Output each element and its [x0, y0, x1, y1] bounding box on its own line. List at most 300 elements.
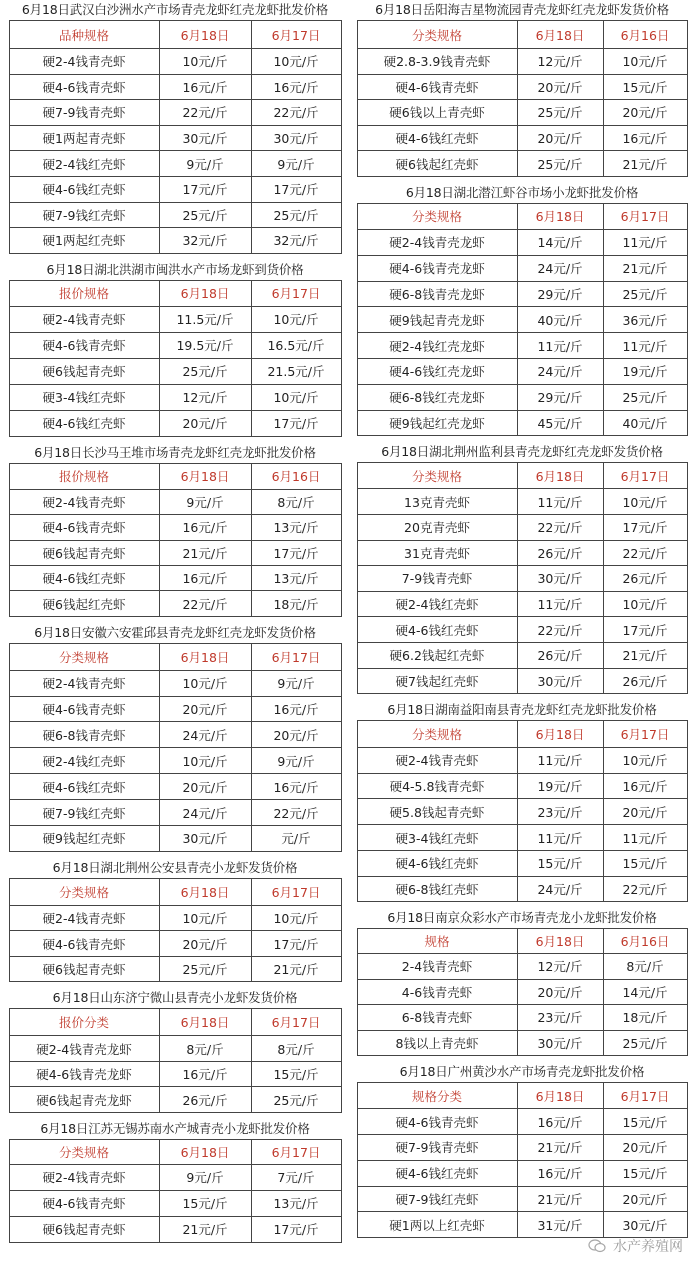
column-header: 6月17日	[603, 1083, 687, 1109]
column-header: 品种规格	[9, 21, 159, 49]
price-cell: 22元/斤	[517, 514, 603, 540]
column-header: 6月17日	[251, 643, 341, 670]
watermark	[588, 1236, 683, 1256]
column-header: 6月18日	[517, 203, 603, 229]
spec-cell: 硬2-4钱青壳虾	[9, 306, 159, 332]
table-row	[357, 307, 687, 333]
price-cell: 25元/斤	[159, 956, 251, 982]
spec-cell: 硬2-4钱青壳虾	[9, 670, 159, 696]
price-cell: 11元/斤	[517, 591, 603, 617]
section-title: 6月18日山东济宁微山县青壳小龙虾发货价格	[52, 990, 298, 1006]
table-row	[357, 1109, 687, 1135]
spec-cell: 硬4-6钱青壳虾	[357, 1109, 517, 1135]
price-cell: 22元/斤	[251, 800, 341, 826]
spec-cell: 硬2-4钱红壳虾	[9, 748, 159, 774]
table-row	[9, 722, 341, 748]
section-title: 6月18日江苏无锡苏南水产城青壳小龙虾批发价格	[40, 1120, 310, 1136]
spec-cell: 硬2-4钱青壳虾	[9, 49, 159, 75]
price-cell: 17元/斤	[251, 176, 341, 202]
table-row	[357, 540, 687, 566]
price-cell: 19元/斤	[517, 773, 603, 799]
table-row	[357, 773, 687, 799]
price-cell: 25元/斤	[159, 358, 251, 384]
price-cell: 25元/斤	[251, 202, 341, 228]
column-header: 6月18日	[517, 929, 603, 954]
spec-cell: 硬4-6钱青壳虾	[9, 1190, 159, 1216]
column-header: 6月16日	[251, 463, 341, 489]
price-cell: 16元/斤	[159, 565, 251, 590]
spec-cell: 硬4-6钱青壳虾	[357, 74, 517, 100]
spec-cell: 硬9钱起青壳龙虾	[357, 307, 517, 333]
table-row	[9, 1061, 341, 1087]
price-cell: 8元/斤	[603, 954, 687, 980]
price-cell: 8元/斤	[251, 489, 341, 514]
column-header: 分类规格	[357, 21, 517, 49]
spec-cell: 硬4-6钱青壳龙虾	[357, 255, 517, 281]
price-cell: 20元/斤	[251, 722, 341, 748]
spec-cell: 硬4-6钱红壳虾	[357, 125, 517, 151]
table-row	[357, 642, 687, 668]
column-header: 6月18日	[159, 21, 251, 49]
spec-cell: 硬7-9钱青壳虾	[9, 100, 159, 126]
price-cell: 11元/斤	[517, 333, 603, 359]
price-cell: 15元/斤	[603, 1109, 687, 1135]
section-title: 6月18日岳阳海吉星物流园青壳龙虾红壳龙虾发货价格	[375, 2, 669, 17]
watermark-text: 水产养殖网	[613, 1239, 683, 1255]
price-cell: 16元/斤	[517, 1109, 603, 1135]
price-cell: 25元/斤	[159, 202, 251, 228]
price-cell: 元/斤	[251, 826, 341, 852]
price-cell: 10元/斤	[603, 591, 687, 617]
price-cell: 25元/斤	[517, 100, 603, 126]
price-cell: 16元/斤	[159, 74, 251, 100]
spec-cell: 硬6钱起青壳虾	[9, 540, 159, 565]
table-header-row	[357, 721, 687, 748]
price-table	[357, 1082, 688, 1238]
wechat-icon	[588, 1239, 606, 1253]
table-row	[357, 100, 687, 126]
column-header: 6月18日	[159, 280, 251, 306]
price-table	[357, 203, 688, 436]
table-row	[9, 49, 341, 75]
table-header-row	[357, 21, 687, 49]
table-row	[357, 125, 687, 151]
table-row	[9, 540, 341, 565]
price-cell: 45元/斤	[517, 410, 603, 436]
price-cell: 10元/斤	[159, 905, 251, 931]
column-header: 6月17日	[603, 203, 687, 229]
price-cell: 25元/斤	[603, 384, 687, 410]
price-cell: 21.5元/斤	[251, 358, 341, 384]
spec-cell: 硬4-6钱红壳虾	[9, 774, 159, 800]
price-cell: 24元/斤	[159, 800, 251, 826]
spec-cell: 13克青壳虾	[357, 489, 517, 515]
price-cell: 20元/斤	[603, 1135, 687, 1161]
price-cell: 26元/斤	[603, 566, 687, 592]
spec-cell: 硬5.8钱起青壳虾	[357, 799, 517, 825]
table-header-row	[357, 463, 687, 489]
price-cell: 19元/斤	[603, 358, 687, 384]
price-cell: 10元/斤	[603, 748, 687, 774]
spec-cell: 硬4-6钱青壳虾	[9, 931, 159, 957]
table-row	[357, 748, 687, 774]
price-cell: 12元/斤	[517, 954, 603, 980]
price-cell: 24元/斤	[517, 876, 603, 902]
price-table	[9, 1008, 342, 1113]
spec-cell: 硬2.8-3.9钱青壳虾	[357, 49, 517, 75]
price-cell: 16元/斤	[603, 125, 687, 151]
table-row	[357, 954, 687, 980]
section-title: 6月18日南京众彩水产市场青壳龙小龙虾批发价格	[387, 910, 657, 926]
table-row	[9, 670, 341, 696]
table-row	[9, 1164, 341, 1190]
price-cell: 32元/斤	[159, 228, 251, 254]
column-header: 6月18日	[159, 1139, 251, 1164]
column-header: 6月18日	[517, 721, 603, 748]
table-row	[9, 228, 341, 254]
table-row	[9, 591, 341, 616]
price-cell: 22元/斤	[251, 100, 341, 126]
table-row	[357, 1160, 687, 1186]
price-cell: 16.5元/斤	[251, 332, 341, 358]
price-cell: 32元/斤	[251, 228, 341, 254]
spec-cell: 31克青壳虾	[357, 540, 517, 566]
price-cell: 40元/斤	[517, 307, 603, 333]
spec-cell: 硬9钱起红壳虾	[9, 826, 159, 852]
price-cell: 15元/斤	[603, 74, 687, 100]
price-cell: 9元/斤	[159, 151, 251, 177]
price-cell: 17元/斤	[251, 1216, 341, 1242]
price-cell: 30元/斤	[517, 668, 603, 694]
price-cell: 30元/斤	[603, 1212, 687, 1238]
price-cell: 9元/斤	[159, 489, 251, 514]
column-header: 分类规格	[9, 643, 159, 670]
table-row	[357, 410, 687, 436]
column-header: 规格	[357, 929, 517, 954]
spec-cell: 硬6钱起红壳虾	[9, 591, 159, 616]
spec-cell: 硬4-6钱红壳虾	[9, 176, 159, 202]
price-table	[9, 463, 342, 617]
spec-cell: 硬7-9钱青壳虾	[357, 1135, 517, 1161]
price-table	[9, 878, 342, 983]
section-title: 6月18日湖北洪湖市闽洪水产市场龙虾到货价格	[46, 261, 304, 277]
column-header: 6月17日	[251, 21, 341, 49]
price-cell: 30元/斤	[159, 826, 251, 852]
table-row	[9, 202, 341, 228]
price-cell: 23元/斤	[517, 799, 603, 825]
spec-cell: 硬4-5.8钱青壳虾	[357, 773, 517, 799]
section-title: 6月18日广州黄沙水产市场青壳龙虾批发价格	[399, 1064, 645, 1080]
table-row	[357, 979, 687, 1005]
spec-cell: 硬4-6钱青壳龙虾	[9, 1061, 159, 1087]
table-row	[357, 1186, 687, 1212]
price-table	[9, 280, 342, 437]
section-title: 6月18日湖北潜江虾谷市场小龙虾批发价格	[405, 184, 639, 200]
spec-cell: 硬6钱起红壳虾	[357, 151, 517, 177]
table-row	[9, 332, 341, 358]
right-column	[352, 0, 692, 1244]
price-cell: 31元/斤	[517, 1212, 603, 1238]
table-row	[357, 876, 687, 902]
spec-cell: 硬2-4钱青壳虾	[357, 748, 517, 774]
spec-cell: 6-8钱青壳虾	[357, 1005, 517, 1031]
table-row	[357, 799, 687, 825]
price-cell: 11.5元/斤	[159, 306, 251, 332]
column-header: 6月16日	[603, 929, 687, 954]
price-cell: 12元/斤	[159, 384, 251, 410]
table-row	[357, 333, 687, 359]
column-header: 6月17日	[603, 721, 687, 748]
spec-cell: 硬4-6钱红壳虾	[9, 410, 159, 436]
spec-cell: 硬4-6钱红壳虾	[357, 617, 517, 643]
price-cell: 20元/斤	[603, 100, 687, 126]
table-row	[357, 566, 687, 592]
price-table	[9, 643, 342, 852]
price-cell: 10元/斤	[251, 49, 341, 75]
spec-cell: 7-9钱青壳虾	[357, 566, 517, 592]
price-table	[357, 462, 688, 694]
price-cell: 14元/斤	[603, 979, 687, 1005]
table-row	[357, 514, 687, 540]
table-row	[357, 1005, 687, 1031]
price-cell: 15元/斤	[603, 1160, 687, 1186]
spec-cell: 硬1两起青壳虾	[9, 125, 159, 151]
spec-cell: 硬4-6钱青壳虾	[9, 332, 159, 358]
table-row	[357, 489, 687, 515]
price-cell: 17元/斤	[251, 540, 341, 565]
column-header: 6月17日	[251, 1139, 341, 1164]
spec-cell: 硬6-8钱红壳虾	[357, 876, 517, 902]
section-title: 6月18日湖北荆州监利县青壳龙虾红壳龙虾发货价格	[381, 444, 663, 460]
table-row	[9, 826, 341, 852]
price-cell: 10元/斤	[159, 748, 251, 774]
price-cell: 26元/斤	[517, 642, 603, 668]
table-row	[9, 151, 341, 177]
price-cell: 30元/斤	[251, 125, 341, 151]
table-row	[9, 176, 341, 202]
price-cell: 21元/斤	[251, 956, 341, 982]
price-cell: 17元/斤	[603, 617, 687, 643]
price-cell: 13元/斤	[251, 1190, 341, 1216]
price-cell: 11元/斤	[517, 825, 603, 851]
column-header: 报价规格	[9, 280, 159, 306]
spec-cell: 硬2-4钱青壳虾	[9, 905, 159, 931]
price-cell: 30元/斤	[159, 125, 251, 151]
price-cell: 11元/斤	[603, 825, 687, 851]
spec-cell: 8钱以上青壳虾	[357, 1030, 517, 1056]
column-header: 分类规格	[357, 721, 517, 748]
column-header: 6月18日	[159, 643, 251, 670]
price-cell: 10元/斤	[159, 670, 251, 696]
spec-cell: 硬4-6钱青壳虾	[9, 515, 159, 540]
column-header: 报价规格	[9, 463, 159, 489]
price-cell: 12元/斤	[517, 49, 603, 75]
price-cell: 14元/斤	[517, 229, 603, 255]
table-row	[357, 358, 687, 384]
price-cell: 9元/斤	[251, 670, 341, 696]
price-cell: 13元/斤	[251, 515, 341, 540]
section-title: 6月18日湖北荆州公安县青壳小龙虾发货价格	[52, 859, 298, 875]
price-cell: 16元/斤	[603, 773, 687, 799]
spec-cell: 硬7-9钱红壳虾	[9, 800, 159, 826]
table-header-row	[9, 1139, 341, 1164]
price-cell: 17元/斤	[159, 176, 251, 202]
price-cell: 22元/斤	[159, 100, 251, 126]
column-header: 6月17日	[251, 878, 341, 905]
price-cell: 21元/斤	[517, 1186, 603, 1212]
column-header: 6月18日	[159, 463, 251, 489]
price-cell: 10元/斤	[251, 905, 341, 931]
price-cell: 9元/斤	[251, 151, 341, 177]
column-header: 分类规格	[357, 203, 517, 229]
price-cell: 30元/斤	[517, 566, 603, 592]
price-cell: 16元/斤	[159, 1061, 251, 1087]
table-row	[357, 384, 687, 410]
column-header: 6月18日	[517, 463, 603, 489]
column-header: 分类规格	[357, 463, 517, 489]
spec-cell: 硬7-9钱红壳虾	[9, 202, 159, 228]
spec-cell: 硬2-4钱红壳虾	[9, 151, 159, 177]
table-row	[9, 1190, 341, 1216]
table-row	[9, 931, 341, 957]
table-row	[9, 384, 341, 410]
spec-cell: 硬2-4钱红壳虾	[357, 591, 517, 617]
price-cell: 20元/斤	[159, 931, 251, 957]
price-cell: 18元/斤	[603, 1005, 687, 1031]
table-header-row	[357, 1083, 687, 1109]
price-cell: 15元/斤	[159, 1190, 251, 1216]
table-row	[357, 74, 687, 100]
spec-cell: 硬2-4钱红壳龙虾	[357, 333, 517, 359]
spec-cell: 硬1两以上红壳虾	[357, 1212, 517, 1238]
price-cell: 21元/斤	[603, 642, 687, 668]
price-table	[357, 928, 688, 1056]
table-row	[9, 358, 341, 384]
spec-cell: 硬4-6钱红壳虾	[9, 565, 159, 590]
spec-cell: 硬4-6钱青壳虾	[9, 696, 159, 722]
spec-cell: 硬4-6钱青壳虾	[9, 74, 159, 100]
table-header-row	[9, 280, 341, 306]
price-cell: 24元/斤	[517, 255, 603, 281]
price-cell: 10元/斤	[251, 384, 341, 410]
price-table	[357, 720, 688, 902]
table-row	[357, 49, 687, 75]
price-cell: 20元/斤	[603, 1186, 687, 1212]
price-table	[9, 1139, 342, 1243]
price-cell: 11元/斤	[517, 748, 603, 774]
price-cell: 22元/斤	[159, 591, 251, 616]
table-header-row	[9, 643, 341, 670]
table-row	[9, 489, 341, 514]
spec-cell: 硬6-8钱青壳龙虾	[357, 281, 517, 307]
price-cell: 11元/斤	[603, 333, 687, 359]
table-header-row	[9, 878, 341, 905]
table-row	[357, 850, 687, 876]
price-cell: 16元/斤	[251, 774, 341, 800]
spec-cell: 4-6钱青壳虾	[357, 979, 517, 1005]
price-cell: 29元/斤	[517, 281, 603, 307]
price-cell: 8元/斤	[159, 1036, 251, 1062]
price-cell: 22元/斤	[603, 540, 687, 566]
spec-cell: 硬4-6钱红壳虾	[357, 1160, 517, 1186]
table-row	[9, 905, 341, 931]
price-cell: 10元/斤	[603, 489, 687, 515]
column-header: 分类规格	[9, 1139, 159, 1164]
table-row	[9, 774, 341, 800]
section-title: 6月18日武汉白沙洲水产市场青壳龙虾红壳龙虾批发价格	[21, 2, 329, 17]
spec-cell: 20克青壳虾	[357, 514, 517, 540]
spec-cell: 硬2-4钱青壳龙虾	[357, 229, 517, 255]
spec-cell: 硬6钱起青壳龙虾	[9, 1087, 159, 1113]
table-row	[9, 515, 341, 540]
spec-cell: 硬2-4钱青壳虾	[9, 1164, 159, 1190]
table-row	[357, 1030, 687, 1056]
column-header: 6月18日	[517, 21, 603, 49]
price-cell: 25元/斤	[603, 281, 687, 307]
section-title: 6月18日湖南益阳南县青壳龙虾红壳龙虾批发价格	[387, 702, 657, 718]
price-cell: 16元/斤	[251, 696, 341, 722]
price-cell: 25元/斤	[251, 1087, 341, 1113]
table-row	[9, 1087, 341, 1113]
spec-cell: 硬6钱起青壳虾	[9, 358, 159, 384]
price-cell: 21元/斤	[603, 151, 687, 177]
price-cell: 10元/斤	[159, 49, 251, 75]
table-row	[9, 565, 341, 590]
price-cell: 20元/斤	[517, 125, 603, 151]
column-header: 规格分类	[357, 1083, 517, 1109]
spec-cell: 硬4-6钱红壳龙虾	[357, 358, 517, 384]
price-cell: 7元/斤	[251, 1164, 341, 1190]
price-cell: 9元/斤	[251, 748, 341, 774]
table-row	[9, 1036, 341, 1062]
left-column	[3, 0, 347, 1249]
price-cell: 20元/斤	[517, 74, 603, 100]
table-header-row	[357, 929, 687, 954]
price-cell: 8元/斤	[251, 1036, 341, 1062]
price-cell: 29元/斤	[517, 384, 603, 410]
price-table	[357, 20, 688, 177]
spec-cell: 硬6钱起青壳虾	[9, 956, 159, 982]
spec-cell: 硬3-4钱红壳虾	[357, 825, 517, 851]
price-cell: 19.5元/斤	[159, 332, 251, 358]
price-cell: 24元/斤	[517, 358, 603, 384]
table-row	[9, 100, 341, 126]
section-title: 6月18日安徽六安霍邱县青壳龙虾红壳龙虾发货价格	[34, 624, 316, 640]
price-cell: 17元/斤	[251, 410, 341, 436]
price-cell: 21元/斤	[603, 255, 687, 281]
table-row	[357, 668, 687, 694]
price-cell: 21元/斤	[517, 1135, 603, 1161]
spec-cell: 硬6钱以上青壳虾	[357, 100, 517, 126]
table-row	[9, 410, 341, 436]
price-cell: 36元/斤	[603, 307, 687, 333]
table-row	[9, 306, 341, 332]
price-cell: 21元/斤	[159, 1216, 251, 1242]
spec-cell: 硬2-4钱青壳虾	[9, 489, 159, 514]
price-cell: 20元/斤	[159, 696, 251, 722]
price-cell: 11元/斤	[603, 229, 687, 255]
price-cell: 17元/斤	[603, 514, 687, 540]
spec-cell: 硬6-8钱青壳虾	[9, 722, 159, 748]
column-header: 6月17日	[251, 280, 341, 306]
table-row	[357, 825, 687, 851]
price-cell: 16元/斤	[517, 1160, 603, 1186]
column-header: 6月18日	[159, 1009, 251, 1036]
column-header: 6月17日	[603, 463, 687, 489]
price-cell: 15元/斤	[603, 850, 687, 876]
price-cell: 30元/斤	[517, 1030, 603, 1056]
spec-cell: 硬7-9钱红壳虾	[357, 1186, 517, 1212]
